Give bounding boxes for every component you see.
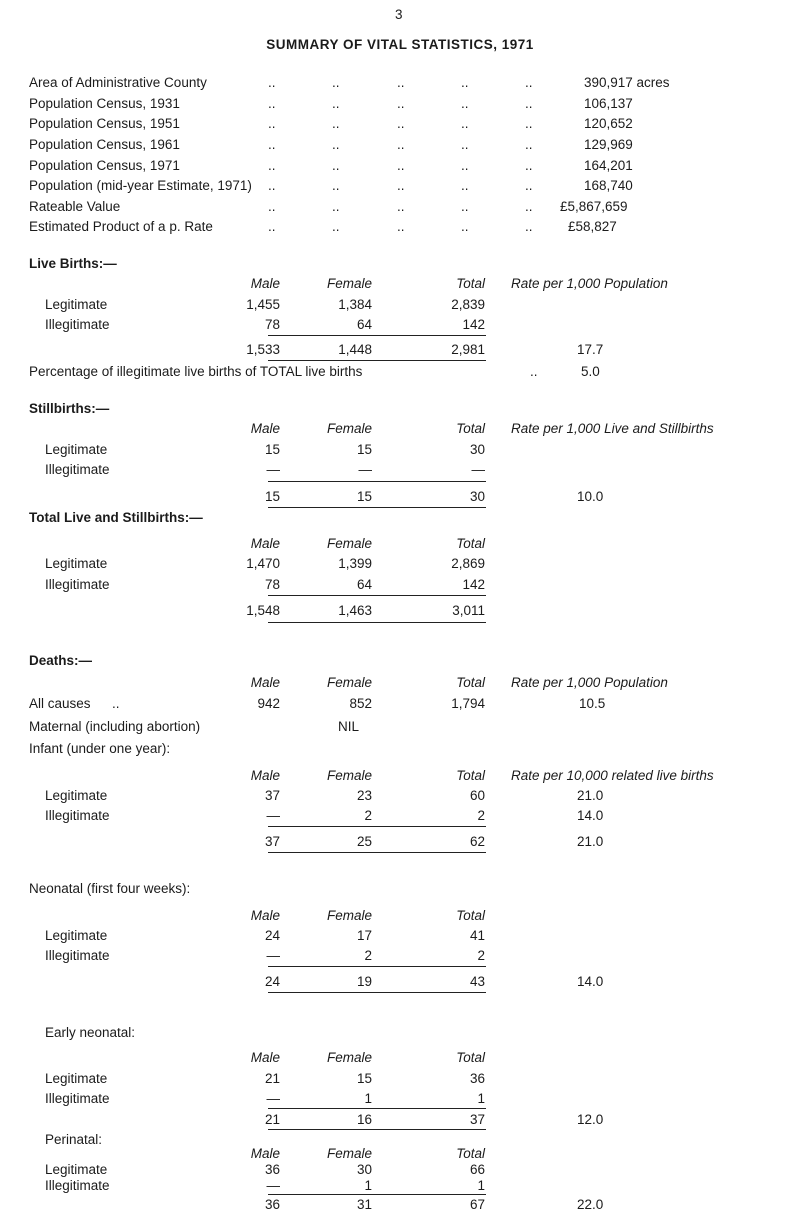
cell: 1 [477,1178,485,1193]
cell: 1 [364,1091,372,1106]
cell: 21 [264,1071,280,1086]
cell-total: 24 [264,974,280,989]
cell-total: 1,463 [338,603,372,618]
dot-leader: .. [397,137,405,152]
all-causes-label: All causes [29,696,91,711]
cell: 1 [364,1178,372,1193]
total-rule [268,360,486,361]
cell-total: 15 [264,489,280,504]
general-label: Rateable Value [29,199,121,214]
dot-leader: .. [461,178,469,193]
dot-leader: .. [332,158,340,173]
total-rule [268,622,486,623]
dot-leader: .. [397,96,405,111]
cell: 1,384 [338,297,372,312]
cell-total: 31 [356,1197,372,1212]
cell: 142 [462,577,485,592]
cell-total: 1,448 [338,342,372,357]
cell: 24 [264,928,280,943]
row-label-legitimate: Legitimate [45,1071,108,1086]
dot-leader: .. [397,178,405,193]
col-female: Female [326,276,372,291]
sum-rule [268,481,486,482]
cell-total: 30 [469,489,485,504]
dot-leader: .. [397,75,405,90]
cell-total: 2,981 [451,342,485,357]
cell-total: 3,011 [452,603,485,618]
percentage-label: Percentage of illegitimate live births of TOTAL live births [29,364,363,379]
col-total: Total [456,675,485,690]
col-total: Total [456,1146,485,1161]
cell-total: 21 [264,1112,280,1127]
dot-leader: .. [461,116,469,131]
rate-value: 12.0 [577,1112,604,1127]
general-value: 129,969 [584,137,633,152]
dot-leader: .. [397,158,405,173]
dot-leader: .. [268,158,276,173]
row-label-illegitimate: Illegitimate [45,317,110,332]
cell: 1,399 [338,556,372,571]
dot-leader: .. [332,199,340,214]
cell: — [471,462,485,477]
cell: — [266,948,280,963]
cell: 17 [356,928,372,943]
cell: — [266,462,280,477]
dot-leader: .. [112,696,120,711]
sum-rule [268,966,486,967]
col-female: Female [326,421,372,436]
cell-total: 67 [469,1197,485,1212]
cell-total: 37 [469,1112,485,1127]
row-label-legitimate: Legitimate [45,1162,108,1177]
dot-leader: .. [530,364,538,379]
sum-rule [268,826,486,827]
col-total: Total [456,421,485,436]
cell: 37 [264,788,280,803]
cell: 2,869 [451,556,485,571]
cell: 2,839 [451,297,485,312]
cell: 78 [264,317,280,332]
col-male: Male [250,675,280,690]
dot-leader: .. [332,96,340,111]
cell-total: 36 [264,1197,280,1212]
cell: 1 [477,1091,485,1106]
cell: 64 [356,577,372,592]
cell-total: 43 [469,974,485,989]
dot-leader: .. [268,96,276,111]
cell-total: 16 [356,1112,372,1127]
section-heading: Neonatal (first four weeks): [29,881,191,896]
col-male: Male [250,1050,280,1065]
cell: 942 [257,696,280,711]
cell: 78 [264,577,280,592]
general-label: Population Census, 1951 [29,116,180,131]
total-rule [268,992,486,993]
dot-leader: .. [268,116,276,131]
dot-leader: .. [525,96,533,111]
col-male: Male [250,536,280,551]
cell: 2 [364,948,372,963]
general-label: Population Census, 1971 [29,158,180,173]
rate-value: 21.0 [577,788,604,803]
dot-leader: .. [332,75,340,90]
rate-heading: Rate per 1,000 Live and Stillbirths [511,421,714,436]
general-value: 120,652 [584,116,633,131]
cell: 15 [356,1071,372,1086]
total-rule [268,507,486,508]
dot-leader: .. [268,137,276,152]
cell: 41 [469,928,485,943]
dot-leader: .. [461,137,469,152]
section-heading: Deaths:— [29,653,93,668]
cell: 64 [356,317,372,332]
row-label-legitimate: Legitimate [45,788,108,803]
cell: 1,470 [246,556,280,571]
rate-value: 14.0 [577,808,604,823]
row-label-illegitimate: Illegitimate [45,1091,110,1106]
maternal-value: NIL [338,719,360,734]
row-label-illegitimate: Illegitimate [45,462,110,477]
cell: 66 [469,1162,485,1177]
rate-value: 21.0 [577,834,604,849]
dot-leader: .. [525,75,533,90]
col-male: Male [250,421,280,436]
row-label-legitimate: Legitimate [45,297,108,312]
general-value: £58,827 [568,219,617,234]
col-male: Male [250,768,280,783]
row-label-illegitimate: Illegitimate [45,577,110,592]
dot-leader: .. [525,158,533,173]
col-male: Male [250,908,280,923]
rate-heading: Rate per 10,000 related live births [511,768,714,783]
infant-label: Infant (under one year): [29,741,171,756]
col-total: Total [456,768,485,783]
dot-leader: .. [525,219,533,234]
percentage-value: 5.0 [581,364,600,379]
cell: 30 [469,442,485,457]
sum-rule [268,1108,486,1109]
general-value: 168,740 [584,178,633,193]
rate-value: 17.7 [577,342,604,357]
cell: 852 [349,696,372,711]
dot-leader: .. [268,219,276,234]
general-label: Population Census, 1931 [29,96,180,111]
page-title: SUMMARY OF VITAL STATISTICS, 1971 [266,37,534,52]
general-value: £5,867,659 [560,199,628,214]
section-heading: Live Births:— [29,256,117,271]
rate-value: 10.0 [577,489,604,504]
cell: 23 [356,788,372,803]
dot-leader: .. [461,96,469,111]
page-number: 3 [395,7,403,22]
col-female: Female [326,1050,372,1065]
dot-leader: .. [268,178,276,193]
dot-leader: .. [461,158,469,173]
section-heading: Stillbirths:— [29,401,110,416]
general-label: Population Census, 1961 [29,137,180,152]
general-label: Population (mid-year Estimate, 1971) [29,178,252,193]
dot-leader: .. [397,199,405,214]
cell: 60 [469,788,485,803]
cell: 142 [462,317,485,332]
cell-total: 37 [264,834,280,849]
dot-leader: .. [332,116,340,131]
cell: 2 [477,948,485,963]
dot-leader: .. [332,137,340,152]
col-female: Female [326,675,372,690]
col-total: Total [456,908,485,923]
cell-total: 1,548 [246,603,280,618]
total-rule [268,852,486,853]
sum-rule [268,1194,486,1195]
cell: 36 [264,1162,280,1177]
col-total: Total [456,276,485,291]
rate-value: 10.5 [579,696,606,711]
sum-rule [268,595,486,596]
general-value: 390,917 acres [584,75,670,90]
dot-leader: .. [525,199,533,214]
dot-leader: .. [332,178,340,193]
dot-leader: .. [461,219,469,234]
cell: 1,794 [451,696,485,711]
dot-leader: .. [332,219,340,234]
row-label-legitimate: Legitimate [45,442,108,457]
general-label: Estimated Product of a p. Rate [29,219,213,234]
col-female: Female [326,536,372,551]
dot-leader: .. [461,75,469,90]
cell-total: 25 [356,834,372,849]
cell: 30 [356,1162,372,1177]
general-value: 164,201 [584,158,633,173]
row-label-illegitimate: Illegitimate [45,808,110,823]
row-label-legitimate: Legitimate [45,928,108,943]
section-heading: Total Live and Stillbirths:— [29,510,203,525]
rate-heading: Rate per 1,000 Population [511,675,668,690]
dot-leader: .. [525,137,533,152]
col-female: Female [326,768,372,783]
cell: — [358,462,372,477]
dot-leader: .. [397,219,405,234]
maternal-label: Maternal (including abortion) [29,719,201,734]
cell-total: 1,533 [246,342,280,357]
dot-leader: .. [461,199,469,214]
cell: 1,455 [246,297,280,312]
general-value: 106,137 [584,96,633,111]
dot-leader: .. [525,116,533,131]
cell-total: 15 [356,489,372,504]
cell-total: 62 [469,834,485,849]
cell: 15 [356,442,372,457]
dot-leader: .. [397,116,405,131]
dot-leader: .. [268,199,276,214]
cell: — [266,1091,280,1106]
cell: 2 [477,808,485,823]
general-label: Area of Administrative County [29,75,207,90]
cell-total: 19 [356,974,372,989]
dot-leader: .. [268,75,276,90]
rate-value: 22.0 [577,1197,604,1212]
col-male: Male [250,276,280,291]
sum-rule [268,335,486,336]
col-female: Female [326,1146,372,1161]
cell: 2 [364,808,372,823]
cell: 15 [264,442,280,457]
col-total: Total [456,1050,485,1065]
total-rule [268,1129,486,1130]
cell: — [266,808,280,823]
row-label-legitimate: Legitimate [45,556,108,571]
rate-value: 14.0 [577,974,604,989]
section-heading: Early neonatal: [45,1025,136,1040]
section-heading: Perinatal: [45,1132,103,1147]
rate-heading: Rate per 1,000 Population [511,276,668,291]
row-label-illegitimate: Illegitimate [45,948,110,963]
dot-leader: .. [525,178,533,193]
col-male: Male [250,1146,280,1161]
cell: 36 [469,1071,485,1086]
col-female: Female [326,908,372,923]
cell: — [266,1178,280,1193]
col-total: Total [456,536,485,551]
row-label-illegitimate: Illegitimate [45,1178,110,1193]
